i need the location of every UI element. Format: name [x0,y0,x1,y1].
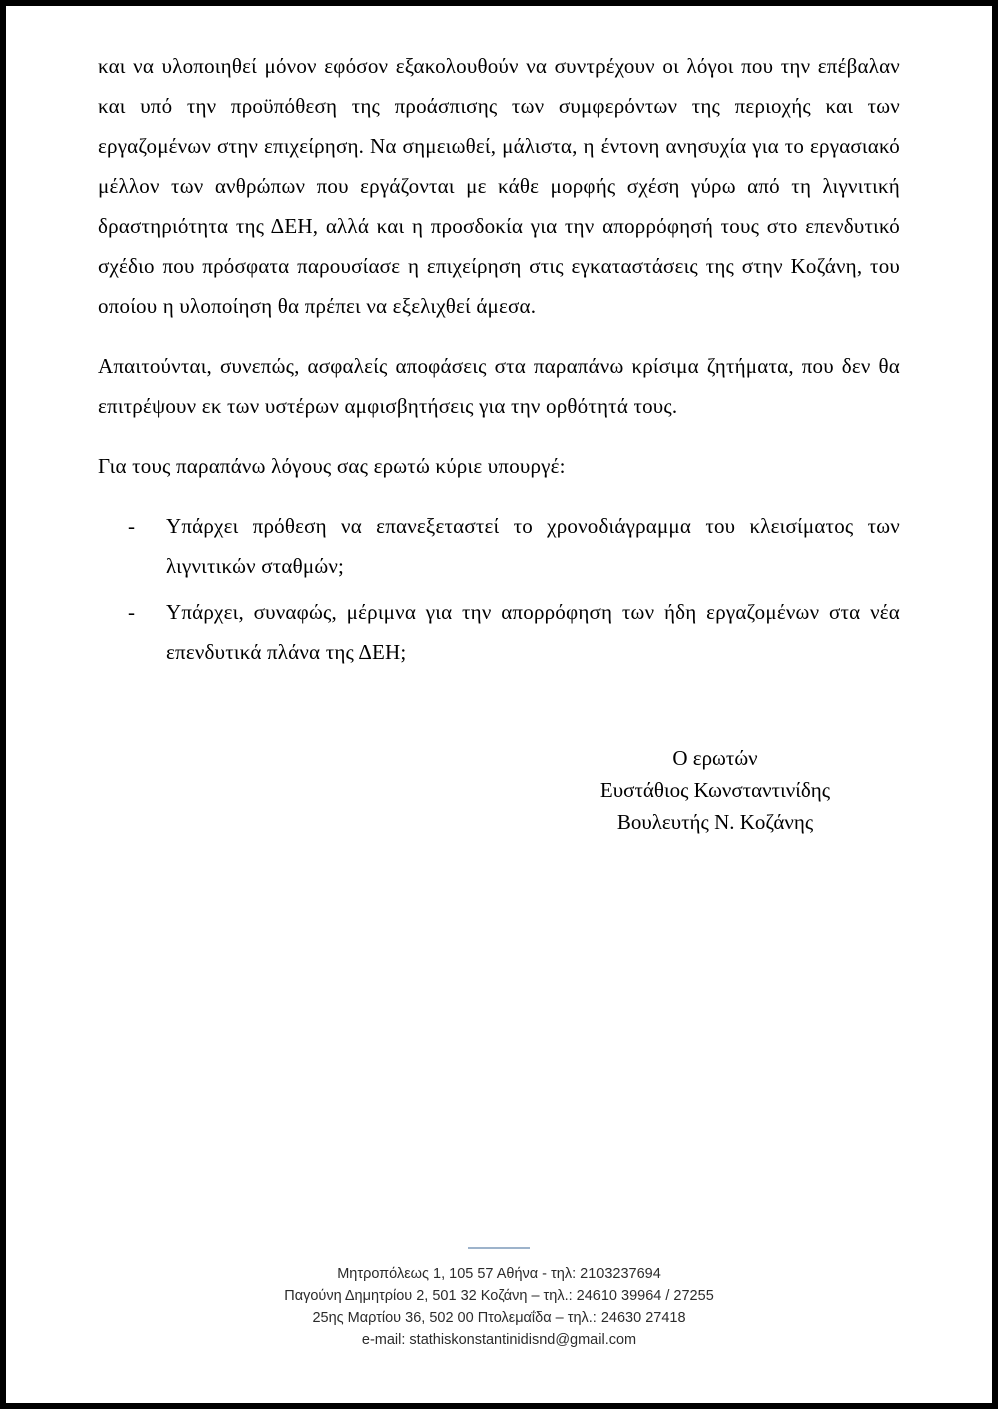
questions-list [98,506,900,672]
footer-email-line: e-mail: stathiskonstantinidisnd@gmail.com [361,1332,637,1348]
signature-title: Βουλευτής Ν. Κοζάνης [616,810,814,834]
bullet-dash: - [128,600,135,624]
signature-name: Ευστάθιος Κωνσταντινίδης [599,778,831,802]
footer-address-line-athens: Μητροπόλεως 1, 105 57 Αθήνα - τηλ: 2103237694 [337,1266,661,1282]
body-paragraph-2: Απαιτούνται, συνεπώς, ασφαλείς αποφάσεις στα παραπάνω κρίσιμα ζητήματα, που δεν θα επιτρέψουν εκ των υστέρων αμφισβητήσεις για την ορθότητά τους. [98,354,900,418]
question-text: Υπάρχει πρόθεση να επανεξεταστεί το χρονοδιάγραμμα του κλεισίματος των λιγνιτικών σταθμών; [166,514,900,578]
footer-divider [468,1247,530,1249]
page-footer [6,1247,992,1351]
footer-address-line-ptolemaida: 25ης Μαρτίου 36, 502 00 Πτολεμαΐδα – τηλ.: 24630 27418 [312,1310,686,1326]
question-text: Υπάρχει, συναφώς, μέριμνα για την απορρόφηση των ήδη εργαζομένων στα νέα επενδυτικά πλάνα της ΔΕΗ; [166,600,900,664]
question-item [98,506,900,586]
question-item [98,592,900,672]
signature-role: Ο ερωτών [672,746,758,770]
body-paragraph-3: Για τους παραπάνω λόγους σας ερωτώ κύριε υπουργέ: [98,454,566,478]
footer-address-line-kozani: Παγούνη Δημητρίου 2, 501 32 Κοζάνη – τηλ.: 24610 39964 / 27255 [284,1288,714,1304]
body-paragraph-1: και να υλοποιηθεί μόνον εφόσον εξακολουθούν να συντρέχουν οι λόγοι που την επέβαλαν και υπό την προϋπόθεση της προάσπισης των συμφερόντων της περιοχής και των εργαζομένων στην επιχείρηση. Να σημειωθεί, μάλιστα, η έντονη ανησυχία για το εργασιακό μέλλον των ανθρώπων που εργάζονται με κάθε μορφής σχέση γύρω από τη λιγνιτική δραστηριότητα της ΔΕΗ, αλλά και η προσδοκία για την απορρόφησή τους στο επενδυτικό σχέδιο που πρόσφατα παρουσίασε η επιχείρηση στις εγκαταστάσεις της στην Κοζάνη, του οποίου η υλοποίηση θα πρέπει να εξελιχθεί άμεσα. [98,54,900,318]
bullet-dash: - [128,514,135,538]
document-body [6,6,992,838]
signature-block [550,742,880,838]
